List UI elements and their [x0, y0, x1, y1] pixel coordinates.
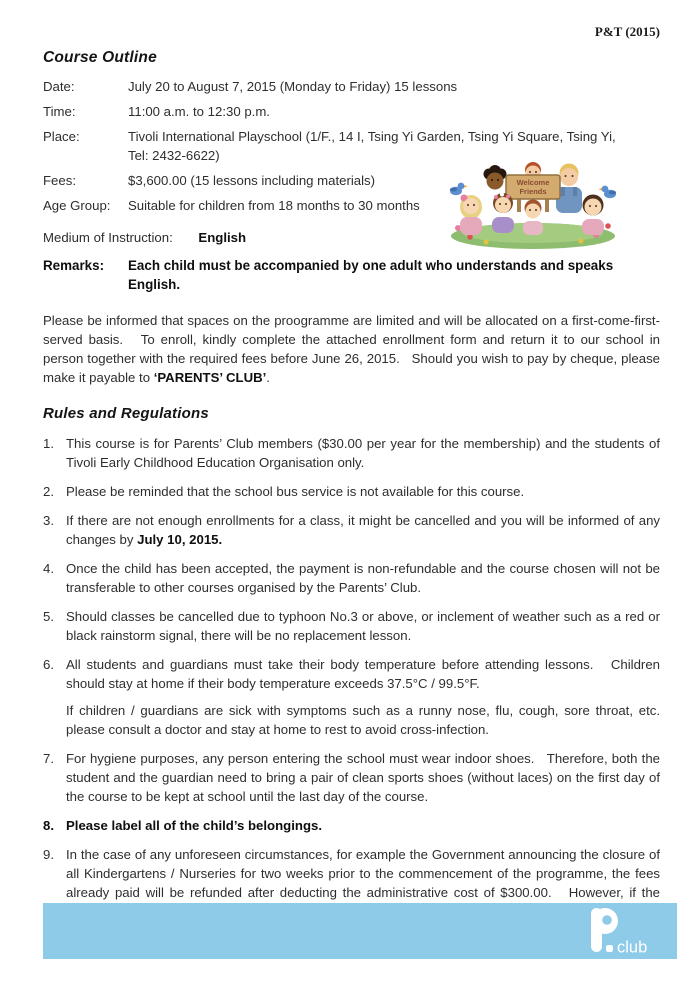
field-row-date [43, 77, 660, 96]
rule-item [43, 511, 664, 549]
rule-number: 8. [43, 818, 54, 833]
rule-text: Please be reminded that the school bus service is not available for this course. [66, 484, 525, 499]
logo-club-text: club [617, 938, 648, 955]
rule-number: 5. [43, 609, 54, 624]
rule-number: 9. [43, 847, 54, 862]
intro-text-end: . [266, 370, 270, 385]
logo-p-stem [591, 908, 602, 952]
child-figure [460, 195, 482, 236]
rules-list [43, 434, 664, 921]
rule-number: 4. [43, 561, 54, 576]
remarks-value: Each child must be accompanied by one adult who understands and speaks English. [128, 258, 614, 292]
sign-text-line1: Welcome [516, 178, 550, 187]
rule-text: In the case of any unforeseen circumstances, for example the Government announcing the closure of all Kindergartens / Nurseries for two weeks prior to the commencement of the programme, the fees already paid will be refunded after deducting the administrative cost of $300.00. However, if the [66, 847, 660, 900]
footer-band [43, 903, 677, 959]
field-value: Tivoli International Playschool (1/F., 14 I, Tsing Yi Garden, Tsing Yi Square, Tsing Yi, [128, 129, 616, 144]
rule-number: 3. [43, 513, 54, 528]
rule-deadline-bold: July 10, 2015. [137, 532, 223, 547]
rule-item [43, 607, 664, 645]
rule-text-para2: If children / guardians are sick with symptoms such as a runny nose, flu, cough, sore throat, etc. please consult a doctor and stay at home to rest to avoid cross-infection. [66, 703, 664, 737]
rule-item [43, 749, 664, 806]
sign-text-line2: Friends [519, 187, 547, 196]
field-label: Date: [43, 79, 75, 94]
children-clipart [445, 160, 622, 252]
remarks-label: Remarks: [43, 258, 105, 273]
rule-text: Once the child has been accepted, the payment is non-refundable and the course chosen will not be transferable to other courses organised by the Parents’ Club. [66, 561, 664, 595]
rule-belongings-bold: Please label all of the child’s belongings. [66, 818, 322, 833]
field-row-time [43, 102, 660, 121]
bluebird-icon [450, 183, 468, 196]
parents-club-logo [583, 907, 663, 955]
medium-value: English [198, 230, 247, 245]
child-figure [582, 195, 604, 236]
parents-club-bold: ‘PARENTS’ CLUB’ [153, 370, 267, 385]
logo-p-counter [602, 915, 612, 925]
field-value: $3,600.00 (15 lessons including materials) [128, 173, 376, 188]
rule-text: This course is for Parents’ Club members ($30.00 per year for the membership) and the students of Tivoli Early Childhood Education Organisation only. [66, 436, 664, 470]
child-figure [492, 193, 514, 234]
rule-item [43, 482, 660, 501]
field-value-line2: Tel: 2432-6622) [128, 148, 220, 163]
rule-number: 1. [43, 436, 54, 451]
logo-period-dot [606, 945, 613, 952]
rule-text: Should classes be cancelled due to typhoon No.3 or above, or inclement of weather such as a red or black rainstorm signal, there will be no replacement lesson. [66, 609, 664, 643]
rules-title: Rules and Regulations [43, 405, 209, 422]
rule-text: If there are not enough enrollments for a class, it might be cancelled and you will be informed of any changes by [66, 513, 664, 547]
rule-number: 7. [43, 751, 54, 766]
enrollment-paragraph [43, 311, 664, 387]
rule-number: 2. [43, 484, 54, 499]
course-outline-title: Course Outline [43, 49, 157, 66]
intro-text: Please be informed that spaces on the proogramme are limited and will be allocated on a first-come-first-served basis. To enroll, kindly complete the attached enrollment form and return it to our school in person together with the required fees before June 26, 2015. Should you wish to pay by cheque, please make it payable to [43, 313, 664, 385]
rule-item [43, 559, 664, 597]
doc-code: P&T (2015) [594, 24, 660, 39]
rule-item [43, 655, 664, 739]
field-label: Fees: [43, 173, 76, 188]
field-value: 11:00 a.m. to 12:30 p.m. [128, 104, 270, 119]
child-figure [484, 165, 507, 190]
bluebird-icon [599, 186, 617, 199]
field-label: Time: [43, 104, 76, 119]
medium-label: Medium of Instruction: [43, 230, 173, 245]
rule-item [43, 434, 664, 472]
remarks-row [43, 256, 660, 294]
field-value: July 20 to August 7, 2015 (Monday to Friday) 15 lessons [128, 79, 458, 94]
field-value: Suitable for children from 18 months to 30 months [128, 198, 420, 213]
rule-item [43, 816, 660, 835]
rule-text: All students and guardians must take their body temperature before attending lessons. Children should stay at home if their body temperature exceeds 37.5°C / 99.5°F. [66, 657, 664, 691]
child-figure [523, 200, 543, 236]
field-label: Age Group: [43, 198, 111, 213]
rule-number: 6. [43, 657, 54, 672]
rule-text: For hygiene purposes, any person entering the school must wear indoor shoes. Therefore, both the student and the guardian need to bring a pair of clean sports shoes (without laces) on the first day of the course to be kept at school until the last day of the course. [66, 751, 664, 804]
field-label: Place: [43, 129, 80, 144]
